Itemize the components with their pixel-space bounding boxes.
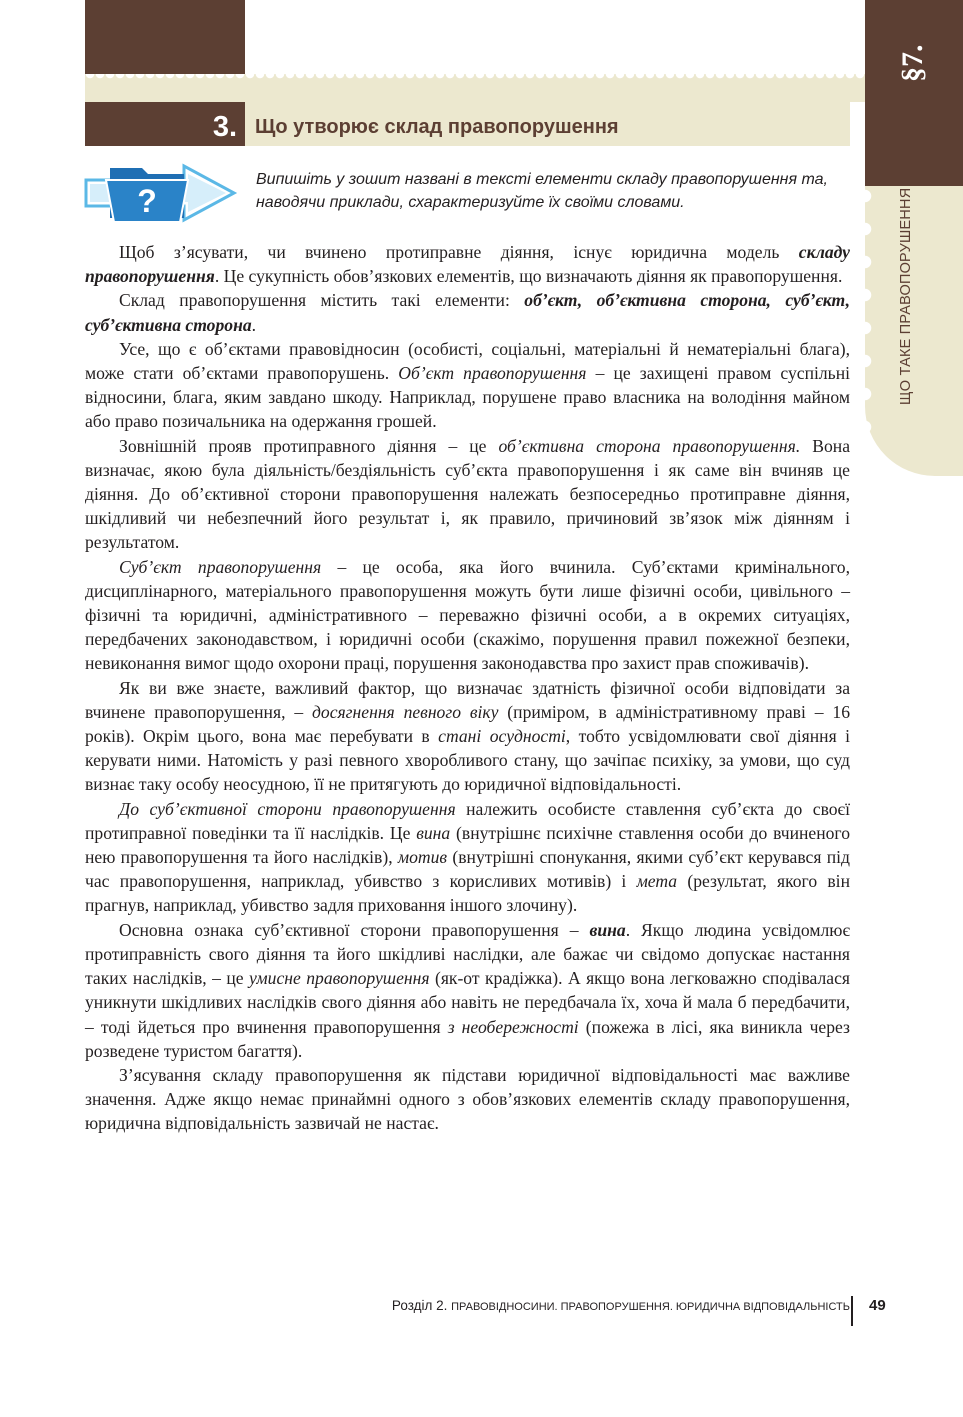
text-run: Вона визначає, якою була діяльність/бездіяльність суб’єкта правопорушення і як саме він вчиняв це діяння. До об’єктивної сторони правопорушення належать безпосередньо протиправне діяння, шкідливий чи небезпечний його результат і, як правило, причиновий зв’язок між діянням і результатом. [85,435,850,553]
text-run: (результат, якого він прагнув, наприклад, убивство задля приховання іншого злочину). [85,871,850,916]
emphasized-term: До суб’єктивної сторони правопорушення [119,798,456,819]
emphasized-term: вина [589,919,626,940]
emphasized-term: досягнення певного віку [312,701,499,722]
side-tab-dark [865,0,963,186]
section-header [85,102,850,146]
emphasized-term: мотив [397,847,448,868]
main-text [85,240,850,1136]
paragraph [85,918,850,1063]
text-run: З’ясування складу правопорушення як підстави юридичної відповідальності має важливе значення. Адже якщо немає принаймні одного з обов’язкових елементів складу правопорушення, юридична відповідальність зазвичай не настає. [85,1064,850,1134]
emphasized-term: умисне правопорушення [249,968,430,989]
text-run: Усе, що є об’єктами правовідносин (особисті, соціальні, матеріальні й нематеріальні блага), може стати об’єктами правопорушень. [85,338,850,384]
text-run: Щоб з’ясувати, чи вчинено протиправне діяння, існує юридична модель [119,242,799,262]
paragraph [85,434,850,555]
footer-chapter-number: Розділ 2. [391,1298,448,1313]
footer-chapter-title: ПРАВОВІДНОСИНИ. ПРАВОПОРУШЕННЯ. ЮРИДИЧНА ВІДПОВІДАЛЬНІСТЬ [451,1301,850,1313]
paragraph [85,240,850,288]
paragraph [85,337,850,434]
emphasized-term: об’єктивна сторона правопорушення. [498,435,801,456]
paragraph-mark: §7. [896,44,929,82]
text-run: , тобто усвідомлювати свої діяння і керувати ними. Натомість у разі певного хворобливого стану, що зачіпає психіку, за умови, що суд визнає таку особу неосудною, її не притягують до юридичної відповідальності. [85,726,850,795]
text-run: (як-от крадіжка). А якщо вона легковажно сподівалася уникнути шкідливих наслідків свого діяння або навіть не передбачала їх, хоча й мала б передбачити, – тоді йдеться про вчинення правопорушення [85,968,850,1037]
folder-question-icon [84,160,238,226]
emphasized-term: складу правопорушення [85,242,850,287]
text-run: (внутрішнє психічне ставлення особи до вчиненого нею правопорушення та його наслідків), [85,822,850,868]
text-run: Основна ознака суб’єктивної сторони правопорушення – [119,919,590,940]
emphasized-term: стані осудності [438,726,566,747]
text-run: (приміром, в адміністративному праві – 16 років). Окрім цього, вона має перебувати в [85,701,850,747]
paragraph [85,555,850,676]
emphasized-term: вина [416,822,451,843]
text-run: . Це сукупність обов’язкових елементів, що визначають діяння як правопорушення. [214,266,843,287]
emphasized-term: об’єкт, об’єктивна сторона, суб’єкт, суб’єктивна сторона [85,290,851,335]
text-run: . Якщо людина усвідомлює протиправність свого діяння та його шкідливі наслідки, але бажає чи свідомо допускає настання таких наслідків, – це [85,919,850,989]
emphasized-term: Об’єкт правопорушення [398,363,587,384]
section-number: 3. [85,102,245,146]
emphasized-term: Суб’єкт правопорушення [119,556,322,577]
paragraph [85,1063,850,1136]
text-run: . [251,314,257,335]
side-tab-light [865,186,963,476]
footer-chapter [392,1298,850,1313]
emphasized-term: мета [636,871,678,892]
text-run: Склад правопорушення містить такі елементи: [119,290,525,311]
footer-divider [851,1296,853,1326]
paragraph [85,797,850,918]
paragraph [85,676,850,797]
emphasized-term: з необережності [447,1016,579,1037]
svg-text:?: ? [137,183,157,219]
text-run: належить особисте ставлення суб’єкта до своєї протиправної поведінки та її наслідків. Це [85,798,850,843]
section-title: Що утворює склад правопорушення [255,116,619,138]
text-run: Зовнішній прояв протиправного діяння – це [119,435,499,456]
text-run: (пожежа в лісі, яка виникла через розведене туристом багаття). [85,1016,851,1061]
side-tab-label: ЩО ТАКЕ ПРАВОПОРУШЕННЯ [898,187,914,405]
text-run: – це захищені правом суспільні відносини, блага, яким завдано шкоду. Наприклад, порушене право власника на володіння майном або право позичальника на одержання грошей. [85,363,850,432]
top-decor-block [85,0,245,80]
text-run: – це особа, яка його вчинила. Суб’єктами кримінального, дисциплінарного, матеріального правопорушення можуть бути лише фізичні особи, цивільного – фізичні та юридичні, адміністративного – переважно фізичні особи, а в окремих ситуаціях, передбачених законодавством, і юридичні особи (скажімо, порушення правил пожежної безпеки, невиконання вимог щодо охорони праці, порушення законодавства про захист прав споживачів). [85,556,850,674]
task-instruction: Випишіть у зошит названі в тексті елементи складу правопорушення та, наводячи приклади, схарактеризуйте їх своїми словами. [256,171,828,211]
text-run: Як ви вже знаєте, важливий фактор, що визначає здатність фізичної особи відповідати за вчинене правопорушення, – [85,677,850,722]
paragraph [85,288,850,336]
text-run: (внутрішні спонукання, якими суб’єкт керувався під час правопорушення, наприклад, убивство з корисливих мотивів) і [85,847,850,892]
page-number: 49 [869,1297,886,1314]
perforated-band [85,74,865,102]
